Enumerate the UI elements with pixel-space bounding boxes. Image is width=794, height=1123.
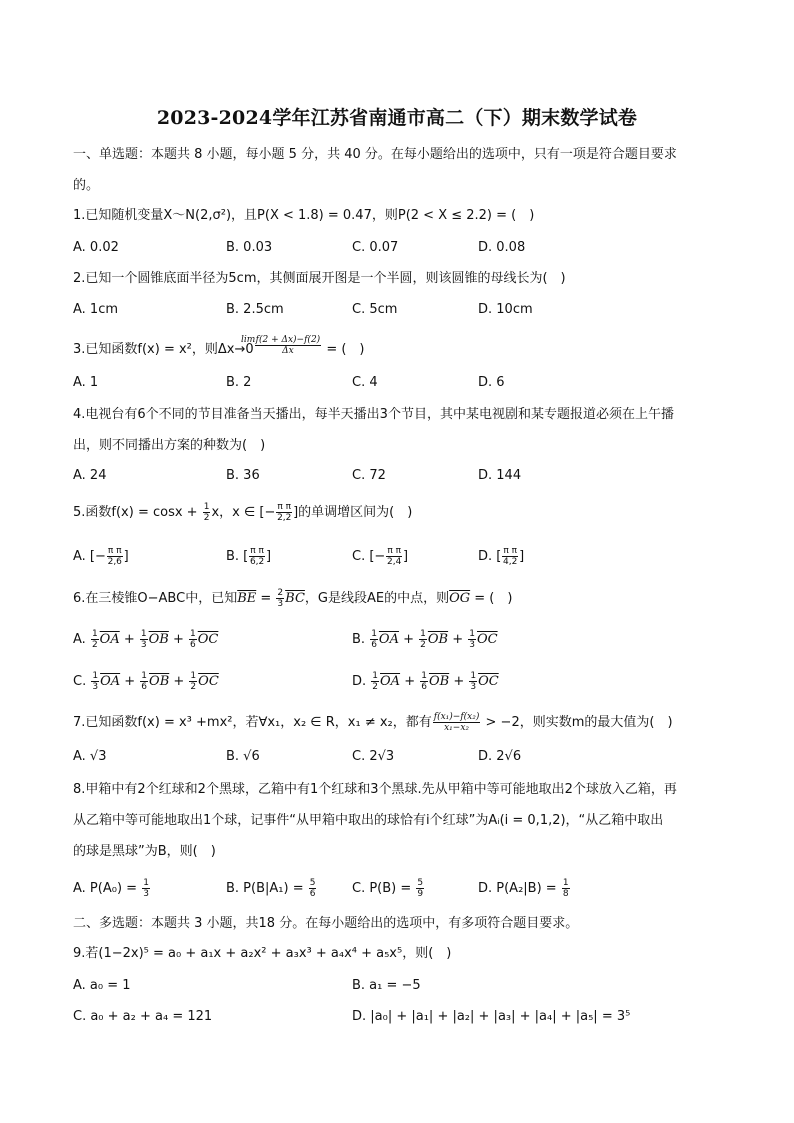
q6-coefficient — [276, 588, 284, 609]
question-6-stem — [73, 588, 512, 609]
coefficient-fraction — [189, 629, 197, 650]
q5-b-num: π π — [250, 546, 264, 556]
q7-difference-quotient — [433, 712, 481, 733]
q7-frac-den: x₁−x₂ — [444, 723, 470, 733]
q3-option-b: B. 2 — [226, 375, 252, 390]
q3-frac-den: Δx — [282, 346, 294, 356]
q5-c-end: ] — [403, 549, 409, 564]
question-5-stem — [73, 502, 412, 523]
vector-ob: $\overline{OB}$ — [427, 632, 449, 647]
q6-option-d — [352, 671, 499, 692]
q8-c-den: 9 — [417, 889, 424, 899]
q7-option-b: B. √6 — [226, 749, 260, 764]
page-title: 2023-2024学年江苏省南通市高二（下）期末数学试卷 — [156, 107, 638, 129]
vector-ob: $\overline{OB}$ — [428, 674, 450, 689]
q6-option-label: C. — [73, 674, 91, 689]
coef-num: 1 — [421, 671, 427, 681]
coef-num: 1 — [190, 671, 197, 681]
question-2-stem: 2.已知一个圆锥底面半径为5cm，其侧面展开图是一个半圆，则该圆锥的母线长为( ) — [73, 271, 566, 286]
q5-c-fraction — [386, 546, 402, 567]
q8-option-a — [73, 878, 151, 899]
q7-option-d: D. 2√6 — [478, 749, 522, 764]
q8-b-label: B. P(B|A₁) = — [226, 881, 308, 896]
q5-half-num: 1 — [203, 502, 210, 512]
vector-ob: $\overline{OB}$ — [148, 632, 169, 647]
q6-stem-part-a: 6.在三棱锥O−ABC中，已知 — [73, 591, 238, 606]
q5-option-d — [478, 546, 524, 567]
q3-stem-part-a: 3.已知函数f(x) = x²，则Δx→0 — [73, 342, 254, 357]
section-2-heading: 二、多选题：本题共 3 小题，共18 分。在每小题给出的选项中，有多项符合题目要求。 — [73, 916, 579, 931]
coef-num: 1 — [190, 629, 196, 639]
plus-sign: + — [120, 674, 140, 689]
q4-option-d: D. 144 — [478, 468, 522, 483]
q6-option-label: D. — [352, 674, 371, 689]
vector-oa: $\overline{OA}$ — [378, 632, 399, 647]
q5-b-label: B. [ — [226, 549, 249, 564]
coef-den: 2 — [372, 682, 379, 692]
coefficient-fraction — [91, 671, 99, 692]
q5-d-label: D. [ — [478, 549, 502, 564]
q5-d-end: ] — [519, 549, 525, 564]
plus-sign: + — [449, 674, 469, 689]
q6-coef-den: 3 — [277, 599, 284, 609]
q4-option-a: A. 24 — [73, 468, 107, 483]
q8-a-label: A. P(A₀) = — [73, 881, 142, 896]
q5-c-label: C. [− — [352, 549, 386, 564]
q5-option-a — [73, 546, 129, 567]
q3-option-a: A. 1 — [73, 375, 99, 390]
q9-option-a: A. a₀ = 1 — [73, 978, 131, 993]
q5-b-fraction — [249, 546, 265, 567]
coef-den: 3 — [92, 682, 99, 692]
q8-d-num: 1 — [562, 878, 569, 888]
q8-a-fraction — [142, 878, 150, 899]
question-8-stem-cont-2: 的球是黑球”为B，则( ) — [73, 844, 216, 859]
q5-stem-part-c: ]的单调增区间为( ) — [293, 505, 413, 520]
q8-d-den: 8 — [562, 889, 569, 899]
q8-a-num: 1 — [143, 878, 149, 888]
q5-d-num: π π — [503, 546, 518, 556]
plus-sign: + — [448, 632, 468, 647]
q2-option-a: A. 1cm — [73, 302, 119, 317]
q8-b-den: 6 — [309, 889, 316, 899]
question-8-stem: 8.甲箱中有2个红球和2个黑球，乙箱中有1个红球和3个黑球.先从甲箱中等可能地取出2个球放入乙箱，再 — [73, 782, 677, 797]
question-3-stem — [73, 333, 365, 363]
q3-stem-part-b: = ( ) — [322, 342, 365, 357]
q3-difference-quotient — [255, 335, 322, 356]
coef-den: 6 — [141, 682, 148, 692]
q5-b-end: ] — [265, 549, 272, 564]
q5-d-fraction — [502, 546, 518, 567]
q5-interval-den: 2,2 — [277, 513, 292, 523]
q5-half-den: 2 — [203, 513, 210, 523]
q5-a-den: 2,6 — [107, 557, 122, 567]
vector-oa: $\overline{OA}$ — [380, 674, 401, 689]
q3-option-c: C. 4 — [352, 375, 378, 390]
q6-vector-be: $\overline{BE}$ — [237, 591, 257, 606]
question-7-stem — [73, 712, 673, 733]
vector-oa: $\overline{OA}$ — [99, 632, 120, 647]
q5-option-c — [352, 546, 408, 567]
q1-option-d: D. 0.08 — [478, 240, 526, 255]
q6-vector-bc: $\overline{BC}$ — [285, 591, 305, 606]
coef-den: 6 — [421, 682, 427, 692]
q1-option-b: B. 0.03 — [226, 240, 273, 255]
section-1-heading-cont: 的。 — [73, 178, 100, 193]
coefficient-fraction — [469, 671, 477, 692]
q9-option-c: C. a₀ + a₂ + a₄ = 121 — [73, 1009, 213, 1024]
vector-oc: $\overline{OC}$ — [478, 674, 499, 689]
coefficient-fraction — [140, 629, 148, 650]
q6-vector-og: $\overline{OG}$ — [449, 591, 471, 606]
vector-oc: $\overline{OC}$ — [198, 674, 219, 689]
q8-option-b — [226, 878, 317, 899]
coefficient-fraction — [91, 629, 99, 650]
q2-option-d: D. 10cm — [478, 302, 533, 317]
q5-c-den: 2,4 — [387, 557, 402, 567]
plus-sign: + — [398, 632, 419, 647]
coef-den: 3 — [470, 682, 477, 692]
coef-num: 1 — [470, 671, 477, 681]
q5-d-den: 4,2 — [503, 557, 518, 567]
q4-option-c: C. 72 — [352, 468, 386, 483]
q5-half-fraction — [203, 502, 211, 523]
coef-num: 1 — [371, 629, 377, 639]
q5-b-den: 6,2 — [249, 557, 265, 567]
coef-den: 2 — [420, 640, 426, 650]
coefficient-fraction — [370, 629, 378, 650]
coef-num: 1 — [91, 629, 98, 639]
q5-stem-part-a: 5.函数f(x) = cosx + — [73, 505, 202, 520]
q3-frac-num: f(2 + Δx)−f(2) — [255, 335, 321, 345]
plus-sign: + — [119, 632, 139, 647]
question-4-stem-cont: 出，则不同播出方案的种数为( ) — [73, 438, 266, 453]
q5-a-fraction — [107, 546, 123, 567]
question-1-stem: 1.已知随机变量X～N(2,σ²)，且P(X < 1.8) = 0.47，则P(2 < X ≤ 2.2) = ( ) — [73, 208, 535, 223]
q6-option-b — [352, 629, 498, 650]
coef-num: 1 — [420, 629, 426, 639]
coefficient-fraction — [140, 671, 148, 692]
question-9-stem: 9.若(1−2x)⁵ = a₀ + a₁x + a₂x² + a₃x³ + a₄x⁴ + a₅x⁵，则( ) — [73, 946, 452, 961]
q5-a-end: ] — [123, 549, 129, 564]
coef-num: 1 — [469, 629, 475, 639]
q5-interval-fraction — [276, 502, 292, 523]
q6-equals: = — [256, 591, 276, 606]
coefficient-fraction — [371, 671, 379, 692]
q1-option-c: C. 0.07 — [352, 240, 399, 255]
vector-oc: $\overline{OC}$ — [477, 632, 498, 647]
q8-option-c — [352, 878, 425, 899]
q8-c-fraction — [416, 878, 424, 899]
vector-oc: $\overline{OC}$ — [197, 632, 219, 647]
q6-stem-part-b: ，G是线段AE的中点，则 — [304, 591, 450, 606]
question-4-stem: 4.电视台有6个不同的节目准备当天播出，每半天播出3个节目，其中某电视剧和某专题报道必须在上午播 — [73, 407, 674, 422]
q2-option-c: C. 5cm — [352, 302, 398, 317]
q9-option-d: D. |a₀| + |a₁| + |a₂| + |a₃| + |a₄| + |a₅| = 3⁵ — [352, 1009, 631, 1024]
q4-option-b: B. 36 — [226, 468, 260, 483]
section-1-heading: 一、单选题：本题共 8 小题，每小题 5 分，共 40 分。在每小题给出的选项中，只有一项是符合题目要求 — [73, 147, 677, 162]
coefficient-fraction — [468, 629, 476, 650]
plus-sign: + — [400, 674, 420, 689]
q8-c-label: C. P(B) = — [352, 881, 416, 896]
q3-lim-label: lim — [241, 335, 256, 345]
vector-ob: $\overline{OB}$ — [149, 674, 170, 689]
coef-num: 1 — [140, 629, 147, 639]
coefficient-fraction — [419, 629, 427, 650]
q8-a-den: 3 — [143, 889, 149, 899]
q8-b-fraction — [309, 878, 317, 899]
coef-den: 2 — [190, 682, 197, 692]
q6-option-a — [73, 629, 218, 650]
question-8-stem-cont: 从乙箱中等可能地取出1个球，记事件“从甲箱中取出的球恰有i个红球”为Aᵢ(i = 0,1,2)，“从乙箱中取出 — [73, 813, 664, 828]
coef-den: 6 — [371, 640, 377, 650]
q6-option-label: B. — [352, 632, 370, 647]
q6-option-label: A. — [73, 632, 90, 647]
coef-den: 6 — [190, 640, 196, 650]
q9-option-b: B. a₁ = −5 — [352, 978, 421, 993]
coef-num: 1 — [372, 671, 379, 681]
coef-den: 3 — [469, 640, 475, 650]
q5-stem-part-b: x，x ∈ [− — [211, 505, 276, 520]
coefficient-fraction — [189, 671, 197, 692]
coef-den: 2 — [91, 640, 98, 650]
vector-oa: $\overline{OA}$ — [100, 674, 121, 689]
q7-frac-num: f(x₁)−f(x₂) — [433, 712, 480, 722]
q5-c-num: π π — [387, 546, 402, 556]
q6-option-c — [73, 671, 219, 692]
plus-sign: + — [169, 674, 189, 689]
q7-stem-part-b: > −2，则实数m的最大值为( ) — [481, 715, 673, 730]
plus-sign: + — [168, 632, 189, 647]
q5-option-b — [226, 546, 271, 567]
q3-option-d: D. 6 — [478, 375, 505, 390]
q2-option-b: B. 2.5cm — [226, 302, 284, 317]
q6-coef-num: 2 — [277, 588, 284, 598]
coefficient-fraction — [420, 671, 428, 692]
q6-stem-part-c: = ( ) — [470, 591, 513, 606]
q5-a-num: π π — [107, 546, 122, 556]
q1-option-a: A. 0.02 — [73, 240, 119, 255]
q5-a-label: A. [− — [73, 549, 106, 564]
coef-den: 3 — [140, 640, 147, 650]
q7-option-a: A. √3 — [73, 749, 107, 764]
q7-stem-part-a: 7.已知函数f(x) = x³ +mx²，若∀x₁，x₂ ∈ R，x₁ ≠ x₂，都有 — [73, 715, 432, 730]
q8-b-num: 5 — [309, 878, 316, 888]
coef-num: 1 — [92, 671, 99, 681]
q8-d-fraction — [562, 878, 570, 899]
q8-option-d — [478, 878, 571, 899]
q8-d-label: D. P(A₂|B) = — [478, 881, 561, 896]
q8-c-num: 5 — [417, 878, 424, 888]
q7-option-c: C. 2√3 — [352, 749, 395, 764]
q5-interval-num: π π — [277, 502, 292, 512]
coef-num: 1 — [141, 671, 148, 681]
